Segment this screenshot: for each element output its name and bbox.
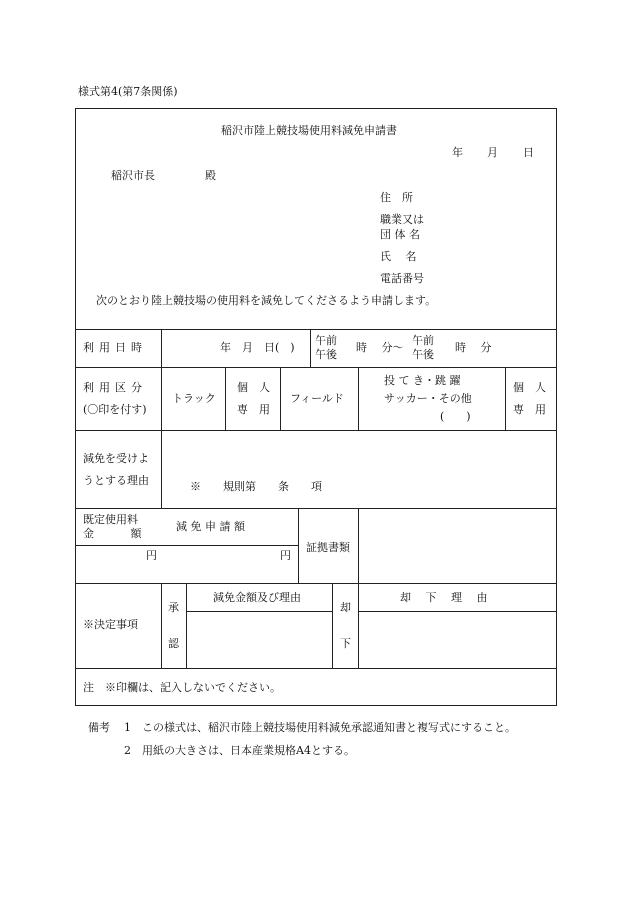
occupation-label-line1: 職業又は <box>380 213 424 226</box>
usage-category-note: (〇印を付す) <box>83 403 147 416</box>
fee-label-line2: 金 額 <box>83 527 142 540</box>
option-throw-jump: 投 て き・跳 躍 <box>384 374 461 387</box>
form-title: 稲沢市陸上競技場使用料減免申請書 <box>221 124 397 137</box>
amount-reason-label: 減免金額及び理由 <box>213 591 301 604</box>
remark-2-number: 2 <box>124 744 131 757</box>
reject-reason-label: 却 下 理 由 <box>400 591 488 604</box>
option-track: トラック <box>172 392 216 405</box>
option-private-1-line2: 専 用 <box>237 403 270 416</box>
decision-label: ※決定事項 <box>83 618 138 631</box>
divider <box>505 367 506 430</box>
honorific: 殿 <box>205 169 216 182</box>
approve-label-line1: 承 <box>168 601 179 614</box>
date-day-label: 日 <box>523 146 534 159</box>
usage-category-label: 利用区分 <box>83 381 147 394</box>
divider <box>310 329 311 367</box>
divider <box>75 583 557 584</box>
option-private-2-line1: 個 人 <box>513 381 546 394</box>
occupation-label-line2: 団 体 名 <box>380 228 420 241</box>
request-yen-unit: 円 <box>280 549 291 562</box>
remarks-label: 備考 <box>88 721 110 734</box>
divider <box>280 367 281 430</box>
reason-label-line2: うとする理由 <box>83 474 149 487</box>
name-label: 氏 名 <box>380 250 417 263</box>
divider <box>75 508 557 509</box>
usage-date-text: 年 月 日( ) <box>220 341 295 354</box>
divider <box>358 611 557 612</box>
start-time-text: 時 分〜 <box>356 341 404 354</box>
reject-label-line2: 下 <box>340 637 351 650</box>
divider <box>75 329 557 330</box>
approve-label-line2: 認 <box>168 637 179 650</box>
option-soccer-other: サッカー・その他 <box>384 392 472 405</box>
divider <box>358 583 359 668</box>
usage-date-label: 利用日時 <box>83 341 147 354</box>
divider <box>186 583 187 668</box>
divider <box>161 329 162 431</box>
fee-yen-unit: 円 <box>146 549 157 562</box>
form-number: 様式第4(第7条関係) <box>78 85 178 98</box>
pm-label: 午後 <box>412 348 434 361</box>
divider <box>358 508 359 583</box>
note-text: 注 ※印欄は、記入しないでください。 <box>83 681 281 694</box>
rule-reference: ※ 規則第 条 項 <box>190 480 322 493</box>
option-private-2-line2: 専 用 <box>513 403 546 416</box>
divider <box>186 611 332 612</box>
fee-label-line1: 既定使用料 <box>83 513 138 526</box>
date-year-label: 年 <box>452 146 463 159</box>
reason-label-line1: 減免を受けよ <box>83 452 149 465</box>
request-text: 次のとおり陸上競技場の使用料を減免してくださるよう申請します。 <box>96 294 437 307</box>
addressee: 稲沢市長 <box>111 169 155 182</box>
phone-label: 電話番号 <box>380 272 424 285</box>
divider <box>225 367 226 430</box>
pm-label: 午後 <box>315 348 337 361</box>
divider <box>75 367 557 368</box>
request-amount-label: 減 免 申 請 額 <box>176 520 245 533</box>
divider <box>75 668 557 669</box>
divider <box>332 583 333 668</box>
remark-1-text: この様式は、稲沢市陸上競技場使用料減免承認通知書と複写式にすること。 <box>142 721 516 734</box>
address-label: 住 所 <box>380 191 413 204</box>
end-time-text: 時 分 <box>455 341 492 354</box>
remark-1-number: 1 <box>124 721 131 734</box>
date-month-label: 月 <box>487 146 498 159</box>
divider <box>75 545 298 546</box>
evidence-label: 証拠書類 <box>306 541 350 554</box>
divider <box>161 431 162 508</box>
reject-label-line1: 却 <box>340 601 351 614</box>
divider <box>298 508 299 583</box>
divider <box>161 583 162 668</box>
form-frame <box>75 108 557 706</box>
option-field: フィールド <box>290 392 344 405</box>
divider <box>358 367 359 430</box>
am-label: 午前 <box>315 334 337 347</box>
divider <box>75 430 557 431</box>
remark-2-text: 用紙の大きさは、日本産業規格A4とする。 <box>142 744 355 757</box>
option-private-1-line1: 個 人 <box>237 381 270 394</box>
am-label: 午前 <box>412 334 434 347</box>
option-other-blank: ( ) <box>440 410 471 423</box>
